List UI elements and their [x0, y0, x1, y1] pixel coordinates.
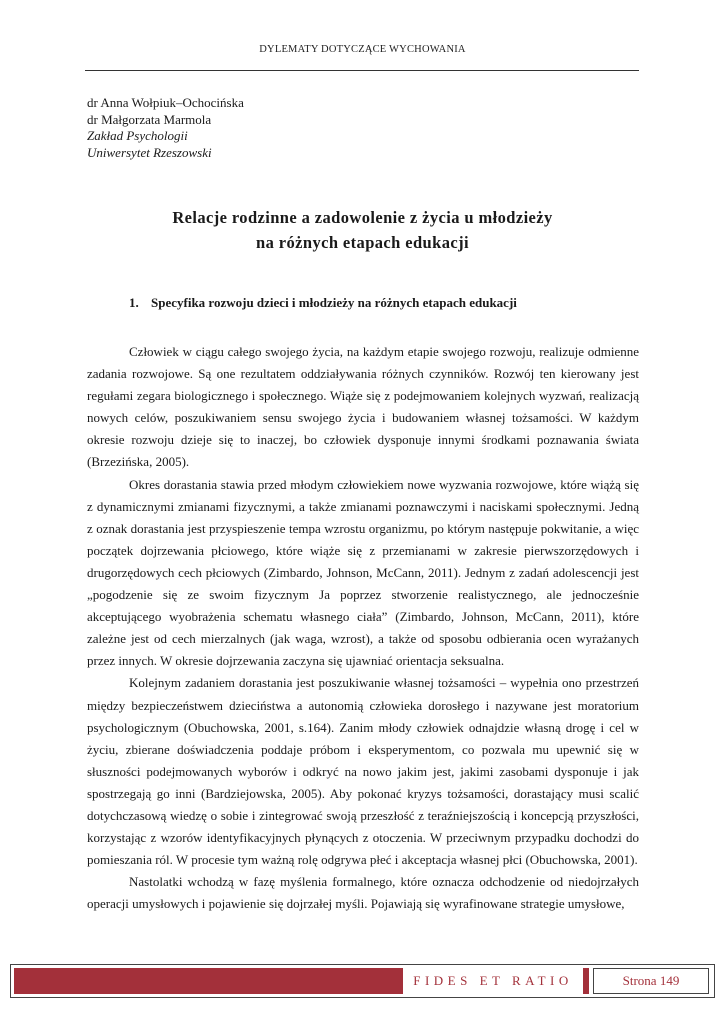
header-rule	[85, 70, 639, 71]
article-title-line: na różnych etapach edukacji	[256, 233, 469, 252]
footer-motto: FIDES ET RATIO	[403, 968, 583, 994]
paragraph: Nastolatki wchodzą w fazę myślenia formalnego, które oznacza odchodzenie od niedojrzałych operacji umysłowych i pojawienie się dojrzałej myśli. Pojawiają się wyrafinowane strategie umysłowe,	[87, 874, 639, 912]
section-heading	[129, 295, 639, 311]
body-text	[87, 341, 639, 915]
paragraph: Człowiek w ciągu całego swojego życia, na każdym etapie swojego rozwoju, realizuje odmienne zadania rozwojowe. Są one rezultatem oddziaływania różnych czynników. Rozwój ten kierowany jest regułami zegara biologicznego i społecznego. Wiąże się z podejmowaniem kolejnych wyzwań, realizacją nowych celów, poszukiwaniem sensu swojego życia i budowaniem własnej tożsamości. W każdym okresie rozwoju dzieje się to inaczej, bo człowiek dysponuje innymi środkami poznawania świata (Brzezińska, 2005).	[87, 344, 639, 470]
page-footer	[10, 964, 715, 998]
section-number: 1.	[129, 295, 139, 310]
page-number: Strona 149	[593, 968, 709, 994]
author-department: Zakład Psychologii	[87, 128, 188, 143]
article-title-line: Relacje rodzinne a zadowolenie z życia u młodzieży	[172, 208, 553, 227]
running-header: DYLEMATY DOTYCZĄCE WYCHOWANIA	[259, 44, 466, 55]
paragraph: Okres dorastania stawia przed młodym człowiekiem nowe wyzwania rozwojowe, które wiążą się z dynamicznymi zmianami fizycznymi, a także zmianami poznawczymi i naciskami społecznymi. Jedną z oznak dorastania jest przyspieszenie tempa wzrostu organizmu, po którym następuje pokwitanie, a więc początek dojrzewania płciowego, które wiąże się z przemianami w zakresie pierwszorzędowych i drugorzędowych cech płciowych (Zimbardo, Johnson, McCann, 2011). Jednym z zadań adolescencji jest „pogodzenie się ze swoim fizycznym Ja poprzez stworzenie realistycznego, ale jednocześnie akceptującego wyobrażenia schematu własnego ciała” (Zimbardo, Johnson, McCann, 2011), które zależne jest od cech mierzalnych (jak waga, wzrost), a także od sposobu odbierania ocen wyrażanych przez innych. W okresie dojrzewania zaczyna się ujawniać orientacja seksualna.	[87, 476, 639, 669]
author-block	[87, 95, 487, 161]
section-heading-text: Specyfika rozwoju dzieci i młodzieży na różnych etapach edukacji	[151, 295, 517, 310]
paragraph: Kolejnym zadaniem dorastania jest poszukiwanie własnej tożsamości – wypełnia ono przestrzeń między bezpieczeństwem dzieciństwa a autonomią człowieka dorosłego i nazywane jest moratorium psychologicznym (Obuchowska, 2001, s.164). Zanim młody człowiek odnajdzie własną drogę i cel w życiu, zbierane doświadczenia poddaje próbom i eksperymentom, co pozwala mu upewnić się w słuszności podejmowanych wyborów i odkryć na nowo jakim jest, jakimi zasobami dysponuje i jak spostrzegają go inni (Bardziejowska, 2005). Aby pokonać kryzys tożsamości, dorastający musi scalić dotychczasową wiedzę o sobie i zintegrować swoją przeszłość z teraźniejszością i koncepcją przyszłości, korzystając z wzorów identyfikacyjnych płynących z otoczenia. W przeciwnym przypadku dochodzi do pomieszania ról. W procesie tym ważną rolę odgrywa płeć i akceptacja własnej płci (Obuchowska, 2001).	[87, 675, 639, 868]
author-name: dr Anna Wołpiuk–Ochocińska	[87, 95, 244, 110]
author-name: dr Małgorzata Marmola	[87, 111, 212, 127]
author-university: Uniwersytet Rzeszowski	[87, 144, 212, 160]
article-title	[87, 205, 638, 255]
